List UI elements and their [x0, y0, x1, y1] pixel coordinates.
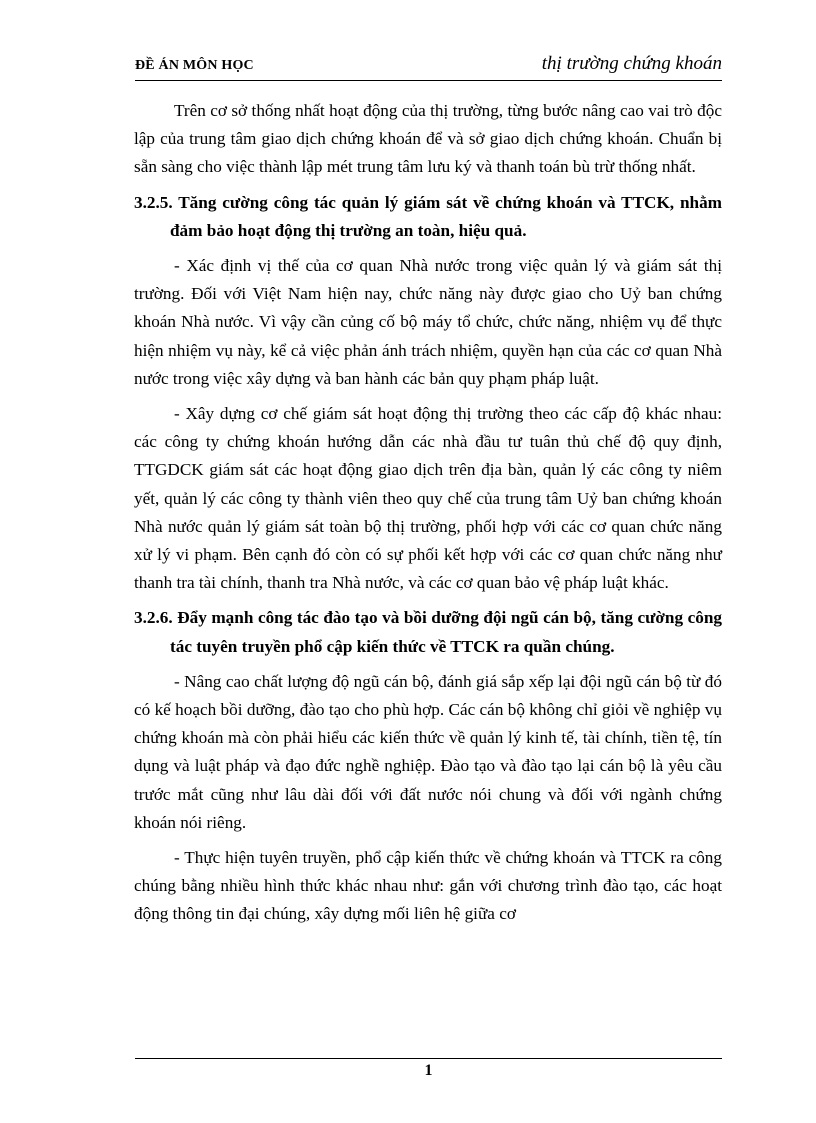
page-number: 1 [424, 1062, 433, 1079]
page-header [135, 50, 722, 78]
paragraph-public-outreach: - Thực hiện tuyên truyền, phổ cập kiến thức về chứng khoán và TTCK ra công chúng bằng nhiều hình thức khác nhau như: gắn với chương trình đào tạo, các hoạt động thông tin đại chúng, xây dựng mối liên hệ giữa cơ [134, 848, 722, 924]
footer-divider [135, 1058, 722, 1059]
header-title: ĐỀ ÁN MÔN HỌC [135, 58, 254, 73]
paragraph-staff-training: - Nâng cao chất lượng độ ngũ cán bộ, đánh giá sắp xếp lại đội ngũ cán bộ từ đó có kế hoạch bồi dưỡng, đào tạo cho phù hợp. Các cán bộ không chỉ giỏi về nghiệp vụ chứng khoán mà còn phải hiểu các kiến thức về quản lý kinh tế, tài chính, tiền tệ, tín dụng và luật pháp và đạo đức nghề nghiệp. Đào tạo và đào tạo lại cán bộ là yêu cầu trước mắt cũng như lâu dài đối với đất nước nói chung và đối với ngành chứng khoán nói riêng. [134, 671, 722, 832]
paragraph-state-role: - Xác định vị thế của cơ quan Nhà nước trong việc quản lý và giám sát thị trường. Đối với Việt Nam hiện nay, chức năng này được giao cho Uỷ ban chứng khoán Nhà nước. Vì vậy cần củng cố bộ máy tổ chức, chức năng, nhiệm vụ để thực hiện nhiệm vụ này, kể cả việc phản ánh trách nhiệm, quyền hạn của các cơ quan Nhà nước trong việc xây dựng và ban hành các bản quy phạm pháp luật. [134, 256, 722, 388]
header-divider [135, 80, 722, 81]
section-heading-3-2-6: 3.2.6. Đẩy mạnh công tác đào tạo và bồi dưỡng đội ngũ cán bộ, tăng cường công tác tuyên truyền phổ cập kiến thức về TTCK ra quần chúng. [134, 608, 722, 656]
section-heading-3-2-5: 3.2.5. Tăng cường công tác quản lý giám sát về chứng khoán và TTCK, nhằm đảm bảo hoạt động thị trường an toàn, hiệu quả. [134, 192, 722, 240]
paragraph-intro: Trên cơ sở thống nhất hoạt động của thị trường, từng bước nâng cao vai trò độc lập của trung tâm giao dịch chứng khoán để và sở giao dịch chứng khoán. Chuẩn bị sẵn sàng cho việc thành lập mét trung tâm lưu ký và thanh toán bù trừ thống nhất. [134, 101, 722, 177]
header-subject: thị trường chứng khoán [541, 53, 722, 74]
document-body [134, 97, 722, 936]
paragraph-supervision-mechanism: - Xây dựng cơ chế giám sát hoạt động thị trường theo các cấp độ khác nhau: các công ty chứng khoán hướng dẫn các nhà đầu tư tuân thủ chế độ quy định, TTGDCK giám sát các hoạt động giao dịch trên địa bàn, quản lý các công ty niêm yết, quản lý các công ty thành viên theo quy chế của trung tâm Uỷ ban chứng khoán Nhà nước quản lý giám sát toàn bộ thị trường, phối hợp với các cơ quan chức năng xử lý vi phạm. Bên cạnh đó còn có sự phối kết hợp với các cơ quan chức năng như thanh tra tài chính, thanh tra Nhà nước, và các cơ quan bảo vệ pháp luật khác. [134, 404, 722, 593]
